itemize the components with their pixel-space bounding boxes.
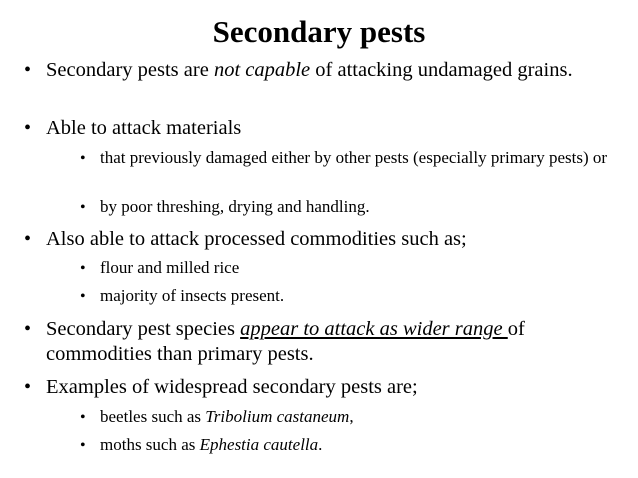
bullet-dot-icon: • (80, 288, 86, 305)
sub-bullet-moths (76, 434, 616, 456)
bullet-text: Secondary pests are not capable of attacking undamaged grains. (46, 59, 573, 81)
bullet-examples (22, 375, 612, 400)
emphasis-text: not capable (213, 59, 311, 81)
sub-bullet-beetles (76, 406, 616, 428)
slide-title: Secondary pests (212, 14, 426, 49)
bullet-dot-icon: • (80, 199, 86, 216)
sub-bullet-majority (76, 285, 616, 307)
species-name: Tribolium castaneum (205, 407, 350, 426)
underlined-emphasis-text: appear to attack as wider range (240, 318, 508, 340)
bullet-text: moths such as Ephestia cautella. (100, 435, 323, 454)
bullet-able-to-attack (22, 116, 612, 141)
bullet-dot-icon: • (80, 437, 86, 454)
bullet-dot-icon: • (24, 228, 32, 250)
sub-bullet-previously-damaged (76, 147, 616, 169)
bullet-text: majority of insects present. (100, 286, 285, 305)
bullet-processed-commodities (22, 227, 612, 252)
bullet-text: Secondary pest species appear to attack as wider range of commodities than primary pests. (46, 318, 525, 365)
bullet-dot-icon: • (80, 409, 86, 426)
bullet-dot-icon: • (80, 150, 86, 167)
sub-bullet-poor-threshing (76, 196, 616, 218)
bullet-text: by poor threshing, drying and handling. (100, 197, 370, 216)
bullet-dot-icon: • (24, 376, 32, 398)
bullet-text: that previously damaged either by other pests (especially primary pests) or (100, 148, 608, 167)
species-name: Ephestia cautella (199, 435, 319, 454)
bullet-dot-icon: • (80, 260, 86, 277)
sub-bullet-flour (76, 257, 616, 279)
bullet-text: Also able to attack processed commodities such as; (46, 228, 467, 250)
bullet-dot-icon: • (24, 117, 32, 139)
bullet-dot-icon: • (24, 59, 32, 81)
bullet-text: Able to attack materials (46, 117, 242, 139)
bullet-text: Examples of widespread secondary pests are; (46, 376, 418, 398)
bullet-dot-icon: • (24, 318, 32, 340)
bullet-text: flour and milled rice (100, 258, 240, 277)
bullet-wider-range (22, 317, 612, 367)
bullet-not-capable (22, 58, 612, 83)
bullet-text: beetles such as Tribolium castaneum, (100, 407, 354, 426)
